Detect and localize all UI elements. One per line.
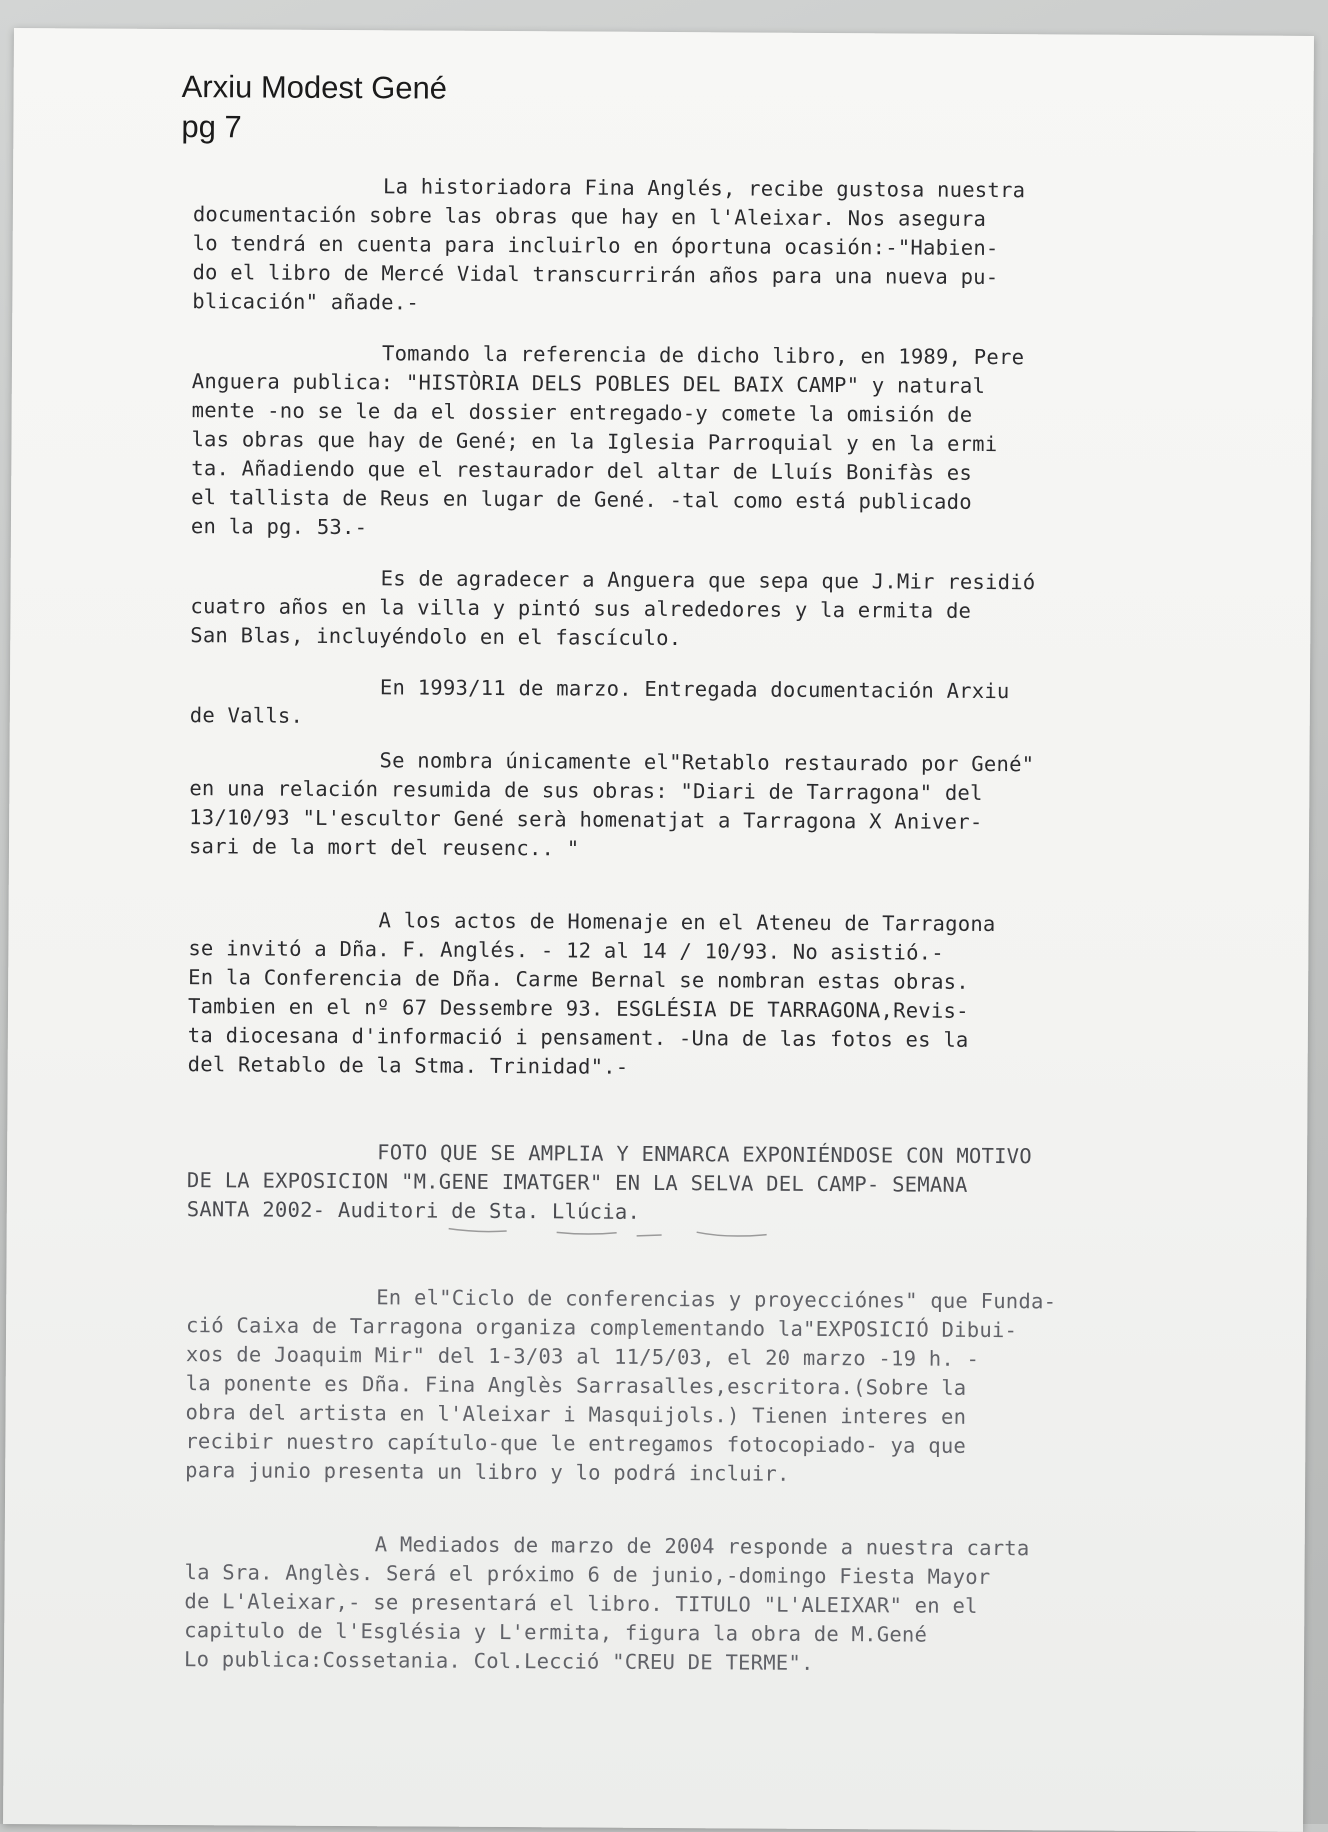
text-line: capitulo de l'Església y L'ermita, figura la obra de M.Gené xyxy=(184,1618,928,1647)
text-line: Tomando la referencia de dicho libro, en 1989, Pere xyxy=(381,341,1025,370)
paragraph-libro-aleixar xyxy=(184,1529,1225,1680)
text-line: Tambien en el nº 67 Dessembre 93. ESGLÉSIA DE TARRAGONA,Revis- xyxy=(187,994,969,1023)
text-line: En la Conferencia de Dña. Carme Bernal se nombran estas obras. xyxy=(188,965,969,994)
text-line: blicación" añade.- xyxy=(192,289,420,315)
paragraph-1993-documentation xyxy=(190,672,1230,736)
text-line: ta diocesana d'informació i pensament. -Una de las fotos es la xyxy=(187,1023,969,1052)
text-line: las obras que hay de Gené; en la Iglesia Parroquial y en la ermi xyxy=(191,427,998,457)
text-line: en la pg. 53.- xyxy=(190,514,368,540)
text-line: la ponente es Dña. Fina Anglès Sarrasalles,escritora.(Sobre la xyxy=(185,1371,967,1400)
paragraph-ciclo-conferencias xyxy=(185,1282,1226,1491)
text-line: el tallista de Reus en lugar de Gené. -tal como está publicado xyxy=(191,485,972,514)
paragraph-pere-anguera xyxy=(191,338,1232,547)
text-line: ta. Añadiendo que el restaurador del altar de Lluís Bonifàs es xyxy=(191,456,973,485)
text-line: xos de Joaquim Mir" del 1-3/03 al 11/5/03, el 20 marzo -19 h. - xyxy=(185,1342,980,1371)
text-line: del Retablo de la Stma. Trinidad".- xyxy=(187,1052,629,1079)
archive-name: Arxiu Modest Gené xyxy=(181,69,448,106)
text-line: la Sra. Anglès. Será el próximo 6 de junio,-domingo Fiesta Mayor xyxy=(184,1560,991,1589)
typed-text-body xyxy=(184,171,1233,1680)
pencil-scribble-mark xyxy=(447,1223,827,1243)
document-page xyxy=(3,28,1314,1832)
paragraph-homenaje xyxy=(188,905,1229,1085)
text-line: SANTA 2002- Auditori de Sta. Llúcia. xyxy=(186,1197,641,1224)
text-line: Lo publica:Cossetania. Col.Lecció "CREU DE TERME". xyxy=(183,1647,814,1675)
text-line: En 1993/11 de marzo. Entregada documentación Arxiu xyxy=(379,675,1010,704)
text-line: A Mediados de marzo de 2004 responde a nuestra carta xyxy=(374,1532,1030,1561)
text-line: FOTO QUE SE AMPLIA Y ENMARCA EXPONIÉNDOSE CON MOTIVO xyxy=(377,1140,1032,1169)
text-line: En el"Ciclo de conferencias y proyecciónes" que Funda- xyxy=(376,1285,1057,1314)
text-line: recibir nuestro capítulo-que le entregamos fotocopiado- ya que xyxy=(185,1429,967,1458)
text-line: para junio presenta un libro y lo podrá incluir. xyxy=(185,1458,790,1486)
text-line: sari de la mort del reusenc.. " xyxy=(188,834,580,861)
text-line: obra del artista en l'Aleixar i Masquijols.) Tienen interes en xyxy=(185,1400,967,1429)
text-line: Se nombra únicamente el"Retablo restaurado por Gené" xyxy=(379,748,1035,777)
paragraph-fina-angles xyxy=(192,171,1233,322)
text-line: ció Caixa de Tarragona organiza complementando la"EXPOSICIÓ Dibui- xyxy=(186,1313,1018,1343)
paragraph-retablo-mention xyxy=(189,745,1230,867)
text-line: de L'Aleixar,- se presentará el libro. TITULO "L'ALEIXAR" en el xyxy=(184,1589,978,1618)
text-line: se invitó a Dña. F. Anglés. - 12 al 14 / 10/93. No asistió.- xyxy=(188,936,944,965)
text-line: 13/10/93 "L'escultor Gené serà homenatjat a Tarragona X Aniver- xyxy=(189,805,983,834)
text-line: de Valls. xyxy=(189,703,304,728)
text-line: mente -no se le da el dossier entregado-y comete la omisión de xyxy=(191,398,973,427)
paragraph-j-mir xyxy=(190,563,1231,656)
text-line: en una relación resumida de sus obras: "Diari de Tarragona" del xyxy=(189,776,983,805)
text-line: DE LA EXPOSICION "M.GENE IMATGER" EN LA SELVA DEL CAMP- SEMANA xyxy=(186,1168,968,1197)
paragraph-foto-exposicion xyxy=(187,1137,1228,1230)
page-number: pg 7 xyxy=(181,109,242,145)
page-header xyxy=(181,67,447,149)
text-line: San Blas, incluyéndolo en el fascículo. xyxy=(190,623,682,651)
text-line: Anguera publica: "HISTÒRIA DELS POBLES DEL BAIX CAMP" y natural xyxy=(191,369,986,398)
text-line: Es de agradecer a Anguera que sepa que J.Mir residió xyxy=(380,566,1036,595)
text-line: A los actos de Homenaje en el Ateneu de Tarragona xyxy=(378,908,996,937)
text-line: documentación sobre las obras que hay en l'Aleixar. Nos asegura xyxy=(192,202,987,231)
text-line: La historiadora Fina Anglés, recibe gustosa nuestra xyxy=(382,174,1026,203)
text-line: cuatro años en la villa y pintó sus alrededores y la ermita de xyxy=(190,594,972,623)
text-line: lo tendrá en cuenta para incluirlo en óportuna ocasión:-"Habien- xyxy=(192,231,999,261)
text-line: do el libro de Mercé Vidal transcurrirán años para una nueva pu- xyxy=(192,260,999,290)
